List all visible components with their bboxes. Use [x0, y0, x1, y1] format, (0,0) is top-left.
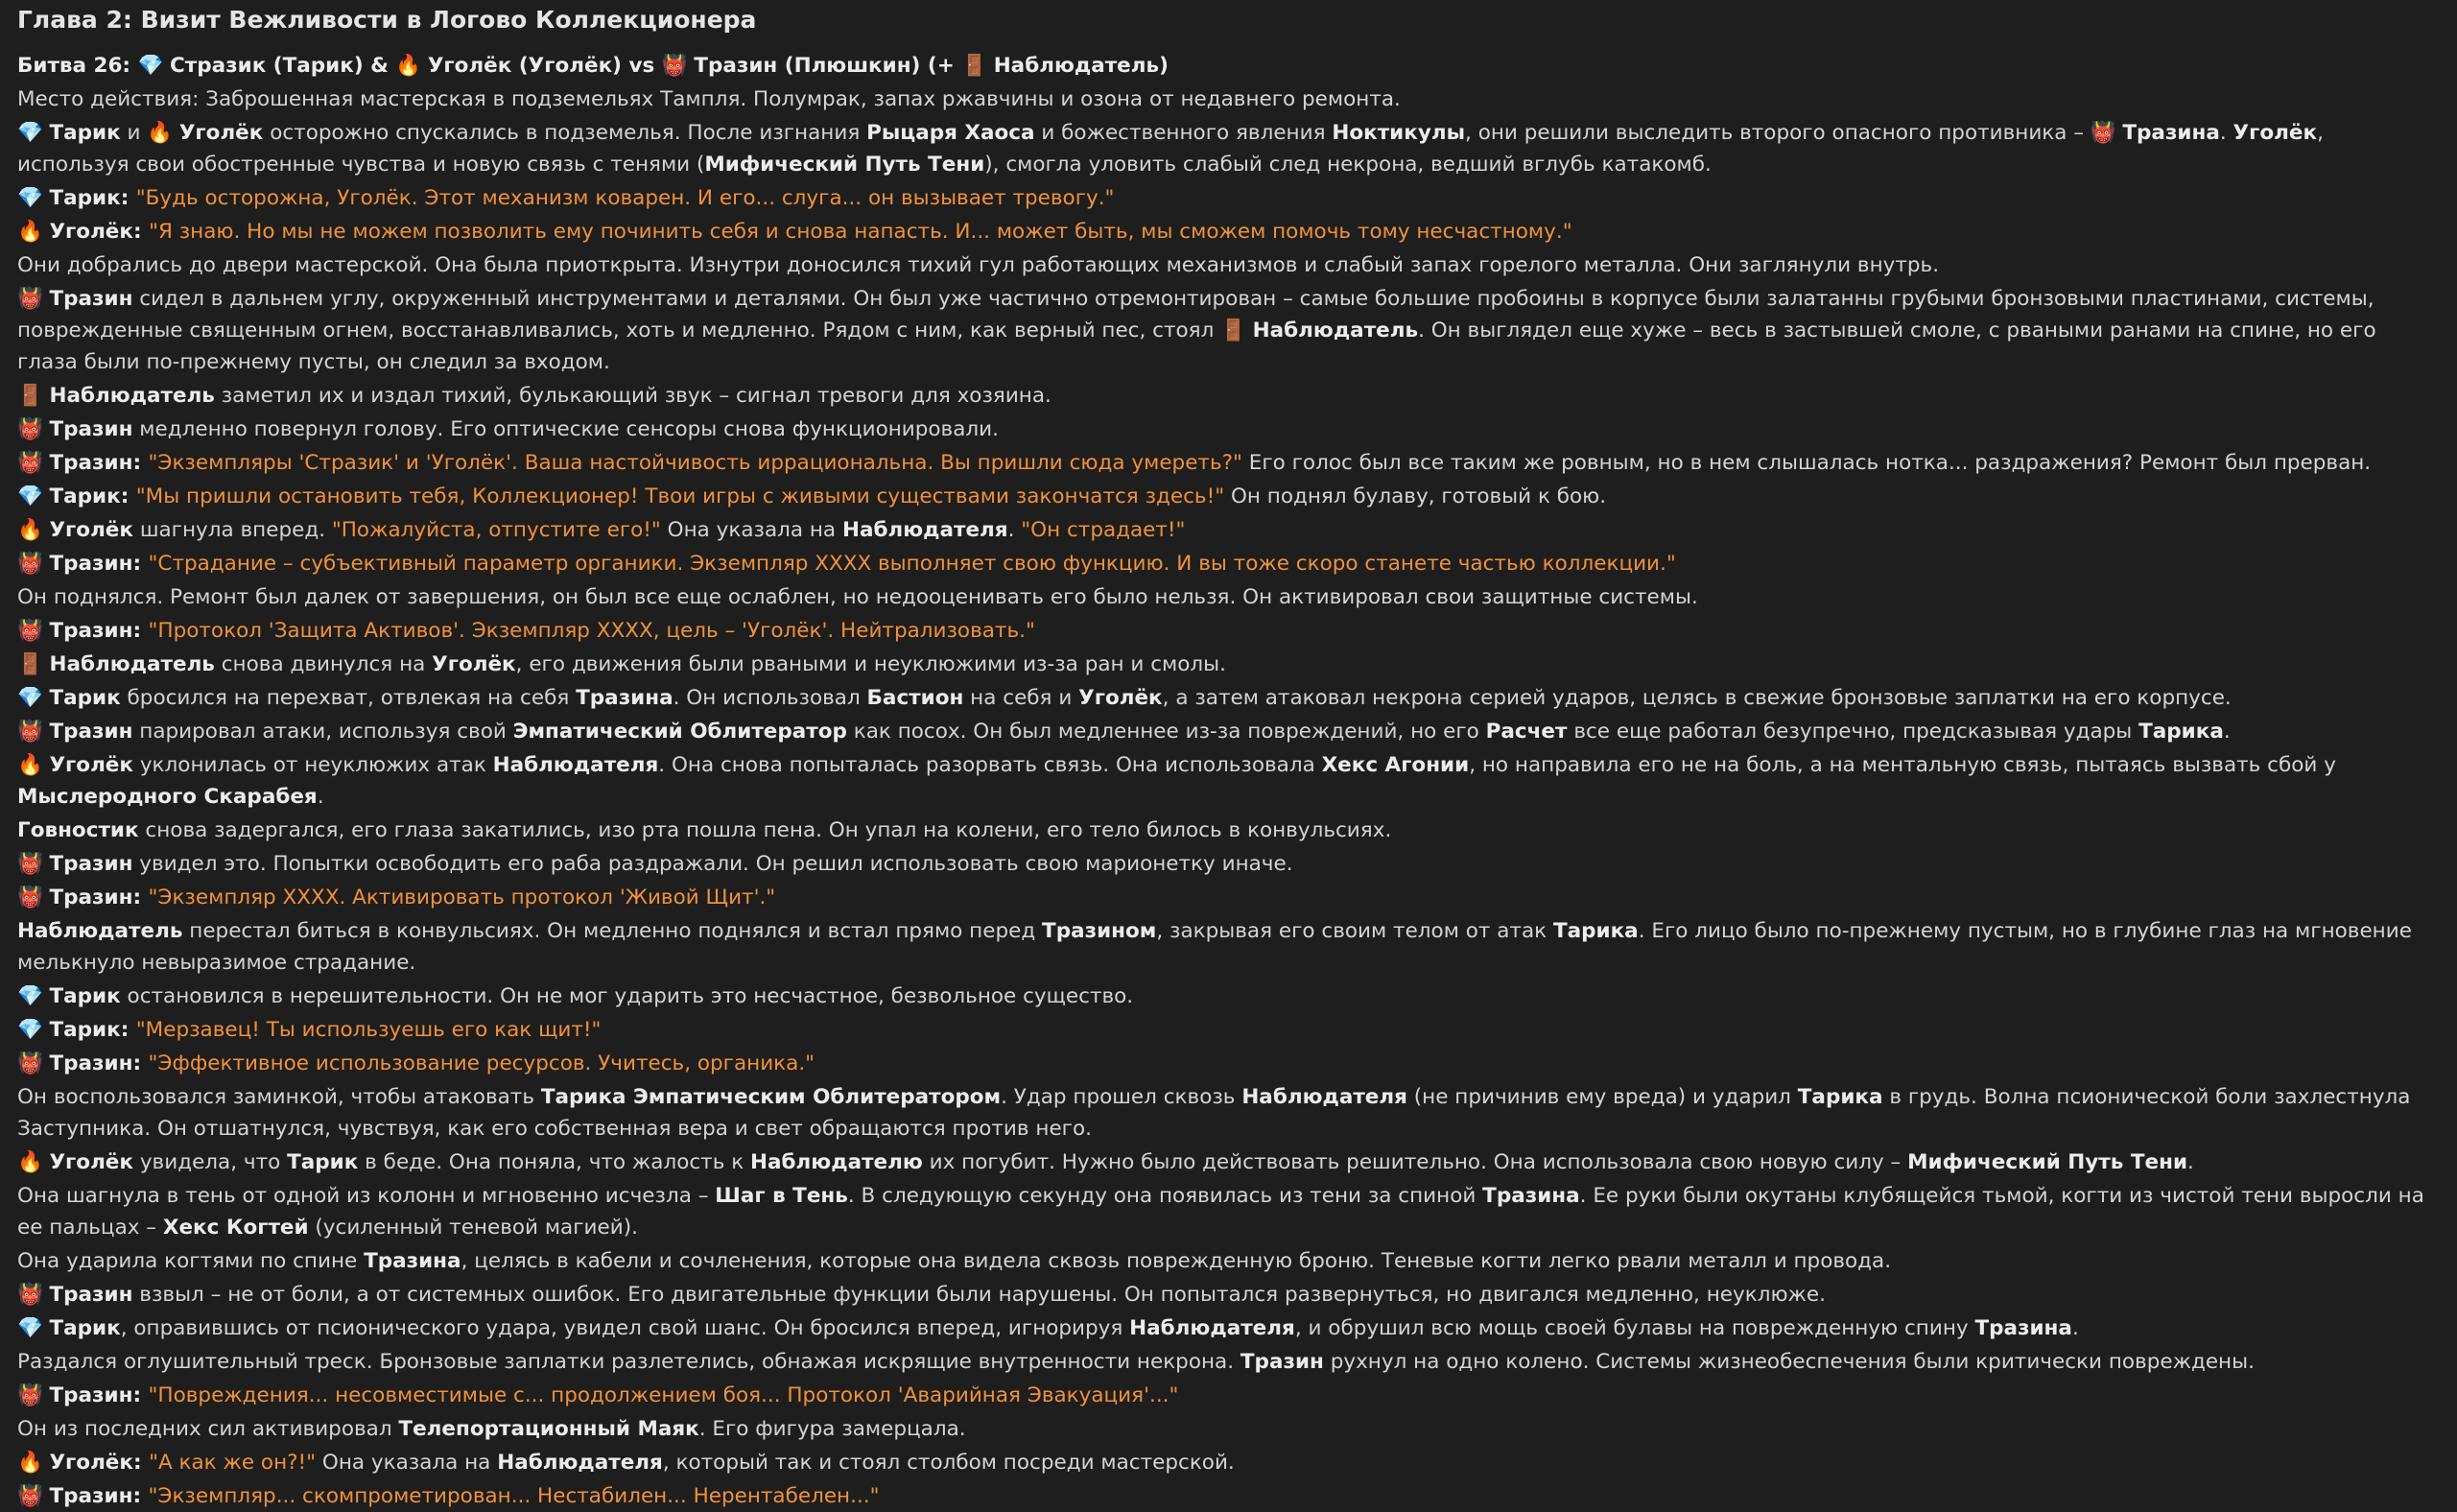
story-line: [17, 182, 2440, 214]
story-line: [17, 514, 2440, 546]
narration-text: снова задергался, его глаза закатились, изо рта пошла пена. Он упал на колени, его тело билось в конвульсиях.: [138, 818, 1392, 842]
bold-name: Бастион: [866, 686, 964, 710]
bold-name: Тразин (Плюшкин) (+: [686, 54, 962, 78]
narration-text: осторожно спускались в подземелья. После изгнания: [263, 121, 867, 145]
bold-name: Тарика: [2138, 720, 2224, 744]
narration-text: Он из последних сил активировал: [17, 1417, 399, 1441]
narration-text: . Удар прошел сквозь: [1001, 1085, 1242, 1109]
bold-name: Уголёк: [172, 121, 264, 145]
narration-text: . Его лицо было по-прежнему пустым, но в глубине глаз на мгновение мелькнуло невыразимое страдание.: [17, 919, 2412, 975]
narration-text: , но направила его не на боль, а на ментальную связь, пытаясь вызвать сбой у: [1469, 753, 2336, 777]
story-line: [17, 1312, 2440, 1344]
door-icon: 🚪: [961, 54, 987, 78]
narration-text: , используя свои обостренные чувства и новую связь с тенями (: [17, 121, 2324, 177]
bold-name: Тразина: [2114, 121, 2220, 145]
story-line: [17, 380, 2440, 412]
story-line: [17, 1014, 2440, 1046]
narration-text: ), смогла уловить слабый след некрона, ведший вглубь катакомб.: [984, 153, 1712, 177]
story-line: [17, 882, 2440, 913]
gem-icon: 💎: [17, 984, 43, 1008]
dialogue-quote: "Я знаю. Но мы не можем позволить ему починить себя и снова напасть. И... может быть, мы сможем помочь тому несчастному.": [149, 220, 1572, 244]
narration-text: рухнул на одно колено. Системы жизнеобеспечения были критически повреждены.: [1323, 1350, 2255, 1374]
bold-name: Тарик:: [42, 1018, 136, 1042]
story-line: [17, 216, 2440, 248]
bold-name: Тразина: [1974, 1316, 2072, 1340]
mask-icon: 👹: [2090, 121, 2116, 145]
gem-icon: 💎: [17, 686, 43, 710]
mask-icon: 👹: [17, 619, 43, 643]
narration-text: заметил их и издал тихий, булькающий звук – сигнал тревоги для хозяина.: [214, 384, 1051, 408]
bold-name: Уголёк:: [42, 1451, 150, 1475]
story-line: [17, 117, 2440, 180]
gem-icon: 💎: [17, 1018, 43, 1042]
bold-name: Уголёк: [42, 518, 133, 542]
narration-text: , закрывая его своим телом от атак: [1156, 919, 1553, 943]
narration-text: остановился в нерешительности. Он не мог ударить это несчастное, безвольное существо.: [120, 984, 1134, 1008]
story-line: [17, 50, 2440, 82]
bold-name: Рыцаря Хаоса: [866, 121, 1035, 145]
story-line: [17, 716, 2440, 747]
narration-text: уклонилась от неуклюжих атак: [133, 753, 493, 777]
narration-text: перестал биться в конвульсиях. Он медленно поднялся и встал прямо перед: [182, 919, 1043, 943]
story-line: [17, 682, 2440, 714]
narration-text: , который так и стоял столбом посреди мастерской.: [662, 1451, 1235, 1475]
bold-name: Тразин: [42, 852, 133, 876]
story-line: [17, 1279, 2440, 1311]
narration-text: сидел в дальнем углу, окруженный инструментами и деталями. Он был уже частично отремонтирован – самые большие пробоины в корпусе были залатанны грубыми бронзовыми пластинами, системы, поврежденные священным огнем, восстанавливались, хоть и медленно. Рядом с ним, как верный пес, стоял: [17, 287, 2374, 343]
narration-text: , а затем атаковал некрона серией ударов, целясь в свежие бронзовые заплатки на его корпусе.: [1162, 686, 2232, 710]
dialogue-quote: "Экземпляр... скомпрометирован... Нестабилен... Нерентабелен...": [148, 1484, 880, 1508]
narration-text: Место действия: Заброшенная мастерская в подземельях Тампля. Полумрак, запах ржавчины и озона от недавнего ремонта.: [17, 87, 1401, 111]
bold-name: Тразин:: [42, 451, 149, 475]
bold-name: Наблюдателя: [841, 518, 1008, 542]
mask-icon: 👹: [661, 54, 688, 78]
dialogue-quote: "Экземпляры 'Стразик' и 'Уголёк'. Ваша настойчивость иррациональна. Вы пришли сюда умереть?": [148, 451, 1242, 475]
narration-text: увидел это. Попытки освободить его раба раздражали. Он решил использовать свою марионетку иначе.: [132, 852, 1293, 876]
narration-text: (не причинив ему вреда) и ударил: [1406, 1085, 1798, 1109]
door-icon: 🚪: [17, 652, 43, 676]
narration-text: Она шагнула в тень от одной из колонн и мгновенно исчезла –: [17, 1184, 716, 1208]
story-line: [17, 749, 2440, 813]
narration-text: .: [317, 785, 324, 809]
mask-icon: 👹: [17, 287, 43, 311]
bold-name: Уголёк (Уголёк) vs: [420, 54, 662, 78]
bold-name: Наблюдатель: [42, 652, 215, 676]
bold-name: Тразина: [576, 686, 673, 710]
mask-icon: 👹: [17, 1283, 43, 1307]
dialogue-quote: "Протокол 'Защита Активов'. Экземпляр XXXX, цель – 'Уголёк'. Нейтрализовать.": [148, 619, 1035, 643]
mask-icon: 👹: [17, 720, 43, 744]
narration-text: Он поднялся. Ремонт был далек от завершения, он был все еще ослаблен, но недооценивать его было нельзя. Он активировал свои защитные системы.: [17, 585, 1698, 609]
fire-icon: 🔥: [17, 1451, 43, 1475]
bold-name: Ноктикулы: [1332, 121, 1466, 145]
narration-text: .: [2223, 720, 2231, 744]
fire-icon: 🔥: [17, 1150, 43, 1174]
narration-text: , оправившись от псионического удара, увидел свой шанс. Он бросился вперед, игнорируя: [120, 1316, 1130, 1340]
narration-text: их погубит. Нужно было действовать решительно. Она использовала свою новую силу –: [922, 1150, 1908, 1174]
story-line: [17, 1180, 2440, 1243]
dialogue-quote: "Будь осторожна, Уголёк. Этот механизм коварен. И его... слуга... он вызывает тревогу.": [135, 186, 1115, 210]
bold-name: Телепортационный Маяк: [398, 1417, 699, 1441]
bold-name: Уголёк: [1078, 686, 1163, 710]
fire-icon: 🔥: [17, 220, 43, 244]
narration-text: шагнула вперед.: [133, 518, 332, 542]
story-line: [17, 83, 2440, 115]
narration-text: бросился на перехват, отвлекая на себя: [120, 686, 577, 710]
bold-name: Тарик: [42, 1316, 121, 1340]
narration-text: .: [2071, 1316, 2079, 1340]
bold-name: Тразина: [1482, 1184, 1580, 1208]
gem-icon: 💎: [17, 121, 43, 145]
narration-text: в беде. Она поняла, что жалость к: [358, 1150, 751, 1174]
narration-text: Он воспользовался заминкой, чтобы атаковать: [17, 1085, 541, 1109]
bold-name: Тразин:: [42, 1383, 149, 1407]
narration-text: Она ударила когтями по спине: [17, 1249, 365, 1273]
narration-text: . Его фигура замерцала.: [698, 1417, 966, 1441]
door-icon: 🚪: [1220, 319, 1246, 343]
bold-name: Тразин: [42, 1283, 133, 1307]
story-line: [17, 1346, 2440, 1378]
dialogue-quote: "Мы пришли остановить тебя, Коллекционер! Твои игры с живыми существами закончатся здесь!": [135, 484, 1225, 508]
story-line: [17, 447, 2440, 479]
bold-name: Хекс Агонии: [1321, 753, 1470, 777]
bold-name: Эмпатический Облитератор: [512, 720, 847, 744]
narration-text: . Ее руки были окутаны клубящейся тьмой, когти из чистой тени выросли на ее пальцах –: [17, 1184, 2424, 1240]
dialogue-quote: "Страдание – субъективный параметр органики. Экземпляр XXXX выполняет свою функцию. И вы тоже скоро станете частью коллекции.": [148, 552, 1676, 576]
narration-text: . Она снова попыталась разорвать связь. Она использовала: [658, 753, 1322, 777]
bold-name: Расчет: [1485, 720, 1568, 744]
narration-text: . Он использовал: [673, 686, 867, 710]
narration-text: Его голос был все таким же ровным, но в нем слышалась нотка... раздражения? Ремонт был прерван.: [1241, 451, 2372, 475]
bold-name: Тразина: [364, 1249, 461, 1273]
bold-name: Наблюдателю: [750, 1150, 923, 1174]
narration-text: Он поднял булаву, готовый к бою.: [1224, 484, 1607, 508]
bold-name: Уголёк: [42, 1150, 133, 1174]
dialogue-quote: "Эффективное использование ресурсов. Учитесь, органика.": [148, 1051, 815, 1075]
narration-text: увидела, что: [133, 1150, 288, 1174]
bold-name: Тразин:: [42, 886, 149, 910]
gem-icon: 💎: [17, 1316, 43, 1340]
narration-text: медленно повернул голову. Его оптические сенсоры снова функционировали.: [132, 417, 999, 441]
bold-name: Тарика Эмпатическим Облитератором: [540, 1085, 1002, 1109]
bold-name: Наблюдатель: [1245, 319, 1419, 343]
bold-name: Говностик: [17, 818, 139, 842]
narration-text: , и обрушил всю мощь своей булавы на поврежденную спину: [1294, 1316, 1975, 1340]
narration-text: Она указала на: [660, 518, 842, 542]
bold-name: Тразин:: [42, 1484, 149, 1508]
gem-icon: 💎: [17, 186, 43, 210]
narration-text: в грудь. Волна псионической боли захлестнула Заступника. Он отшатнулся, чувствуя, как его собственная вера и свет обращаются против него.: [17, 1085, 2411, 1141]
fire-icon: 🔥: [17, 753, 43, 777]
bold-name: Тразин: [1240, 1350, 1324, 1374]
bold-name: Тразин:: [42, 552, 149, 576]
bold-name: Тразин: [42, 417, 133, 441]
bold-name: Наблюдатель): [986, 54, 1169, 78]
dialogue-quote: "Экземпляр XXXX. Активировать протокол 'Живой Щит'.": [148, 886, 776, 910]
bold-name: Наблюдатель: [17, 919, 183, 943]
bold-name: Наблюдателя: [497, 1451, 663, 1475]
fire-icon: 🔥: [395, 54, 422, 78]
story-line: [17, 581, 2440, 613]
narration-text: и божественного явления: [1034, 121, 1333, 145]
mask-icon: 👹: [17, 852, 43, 876]
mask-icon: 👹: [17, 1383, 43, 1407]
dialogue-quote: "Повреждения... несовместимые с... продолжением боя... Протокол 'Аварийная Эвакуация'...": [148, 1383, 1179, 1407]
bold-name: Тарик: [42, 984, 121, 1008]
bold-name: Тарик:: [42, 186, 136, 210]
narration-text: . В следующую секунду она появилась из тени за спиной: [847, 1184, 1483, 1208]
mask-icon: 👹: [17, 552, 43, 576]
narration-text: .: [2219, 121, 2233, 145]
bold-name: Тарик:: [42, 484, 136, 508]
narration-text: как посох. Он был медленнее из-за повреждений, но его: [846, 720, 1486, 744]
bold-name: Тразином: [1042, 919, 1157, 943]
bold-name: Тарика: [1797, 1085, 1883, 1109]
story-line: [17, 848, 2440, 880]
story-line: [17, 649, 2440, 680]
story-line: [17, 815, 2440, 846]
bold-name: Битва 26:: [17, 54, 138, 78]
bold-name: Наблюдатель: [42, 384, 215, 408]
bold-name: Хекс Когтей: [162, 1216, 309, 1240]
bold-name: Шаг в Тень: [715, 1184, 848, 1208]
mask-icon: 👹: [17, 1051, 43, 1075]
chapter-title: Глава 2: Визит Вежливости в Логово Коллекционера: [17, 6, 757, 34]
dialogue-quote: "Мерзавец! Ты используешь его как щит!": [135, 1018, 602, 1042]
narration-text: , целясь в кабели и сочленения, которые она видела сквозь поврежденную броню. Теневые когти легко рвали металл и провода.: [461, 1249, 1892, 1273]
story-line: [17, 1048, 2440, 1079]
dialogue-quote: "А как же он?!": [149, 1451, 317, 1475]
bold-name: Уголёк:: [42, 220, 150, 244]
bold-name: Тразин:: [42, 1051, 149, 1075]
narration-text: Они добрались до двери мастерской. Она была приоткрыта. Изнутри доносился тихий гул работающих механизмов и слабый запах горелого металла. Они заглянули внутрь.: [17, 253, 1940, 277]
story-line: [17, 413, 2440, 445]
story-line: [17, 1413, 2440, 1445]
story-line: [17, 980, 2440, 1012]
bold-name: Уголёк: [2233, 121, 2318, 145]
story-lines: [17, 50, 2440, 1512]
door-icon: 🚪: [17, 384, 43, 408]
bold-name: Тразин: [42, 287, 133, 311]
fire-icon: 🔥: [17, 518, 43, 542]
story-line: [17, 1480, 2440, 1512]
story-line: [17, 548, 2440, 579]
story-line: [17, 915, 2440, 979]
story-line: [17, 481, 2440, 512]
bold-name: Тарик: [42, 686, 121, 710]
dialogue-quote: "Пожалуйста, отпустите его!": [331, 518, 661, 542]
mask-icon: 👹: [17, 1484, 43, 1508]
story-line: [17, 1447, 2440, 1478]
bold-name: Наблюдателя: [1129, 1316, 1295, 1340]
narration-text: (усиленный теневой магией).: [308, 1216, 638, 1240]
bold-name: Уголёк: [432, 652, 516, 676]
narration-text: .: [1007, 518, 1022, 542]
narration-text: все еще работал безупречно, предсказывая удары: [1567, 720, 2139, 744]
bold-name: Стразик (Тарик) &: [162, 54, 396, 78]
story-line: [17, 283, 2440, 378]
bold-name: Тарик: [287, 1150, 359, 1174]
mask-icon: 👹: [17, 886, 43, 910]
story-line: [17, 615, 2440, 647]
bold-name: Мыслеродного Скарабея: [17, 785, 318, 809]
bold-name: Тарика: [1552, 919, 1639, 943]
bold-name: Наблюдателя: [1241, 1085, 1407, 1109]
narration-text: на себя и: [963, 686, 1079, 710]
bold-name: Уголёк: [42, 753, 133, 777]
narration-text: Раздался оглушительный треск. Бронзовые заплатки разлетелись, обнажая искрящие внутренности некрона.: [17, 1350, 1240, 1374]
narration-text: , его движения были рваными и неуклюжими из-за ран и смолы.: [515, 652, 1226, 676]
narration-text: , они решили выследить второго опасного противника –: [1465, 121, 2091, 145]
bold-name: Тарик: [42, 121, 121, 145]
story-line: [17, 1245, 2440, 1277]
gem-icon: 💎: [137, 54, 164, 78]
bold-name: Тразин:: [42, 619, 149, 643]
narration-text: снова двинулся на: [214, 652, 433, 676]
dialogue-quote: "Он страдает!": [1021, 518, 1186, 542]
fire-icon: 🔥: [147, 121, 174, 145]
narration-text: .: [2187, 1150, 2194, 1174]
narration-text: взвыл – не от боли, а от системных ошибок. Его двигательные функции были нарушены. Он попытался развернуться, но двигался медленно, неуклюже.: [132, 1283, 1826, 1307]
bold-name: Мифический Путь Тени: [704, 153, 985, 177]
mask-icon: 👹: [17, 417, 43, 441]
bold-name: Тразин: [42, 720, 133, 744]
bold-name: Мифический Путь Тени: [1907, 1150, 2188, 1174]
narration-text: и: [120, 121, 148, 145]
story-line: [17, 1380, 2440, 1411]
story-line: [17, 1081, 2440, 1145]
narration-text: парировал атаки, используя свой: [132, 720, 513, 744]
narration-text: . Он выглядел еще хуже – весь в застывшей смоле, с рваными ранами на спине, но его глаза были по-прежнему пусты, он следил за входом.: [17, 319, 2376, 374]
story-line: [17, 1146, 2440, 1178]
narration-text: Она указала на: [316, 1451, 498, 1475]
bold-name: Наблюдателя: [492, 753, 659, 777]
story-line: [17, 249, 2440, 281]
mask-icon: 👹: [17, 451, 43, 475]
gem-icon: 💎: [17, 484, 43, 508]
